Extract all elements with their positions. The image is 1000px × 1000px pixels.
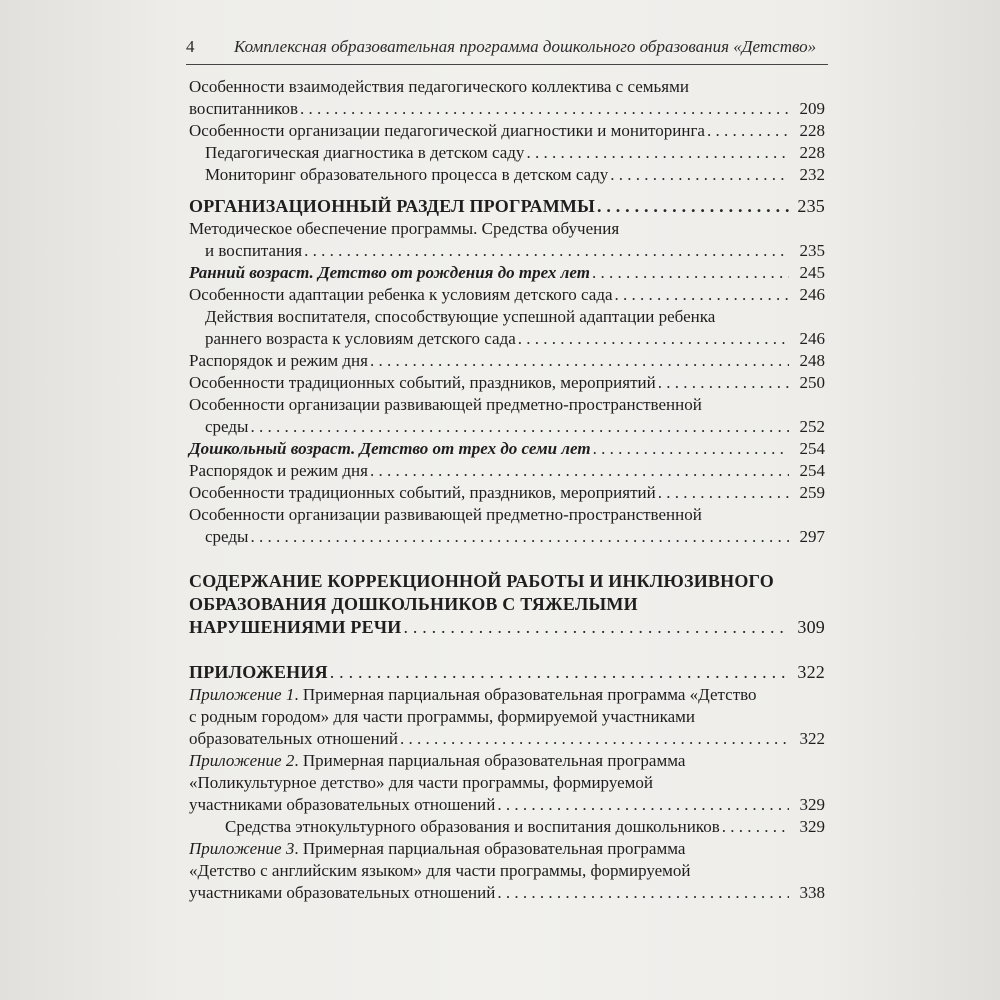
dot-leader: [593, 438, 789, 460]
dot-leader: [658, 482, 789, 504]
toc-entry[interactable]: [189, 394, 825, 438]
toc-subsection-title: Дошкольный возраст. Детство от трех до семи лет: [189, 439, 591, 458]
toc-entry-title: Особенности традиционных событий, праздников, мероприятий: [189, 373, 656, 392]
toc-section-title: ОРГАНИЗАЦИОННЫЙ РАЗДЕЛ ПРОГРАММЫ: [189, 196, 595, 216]
dot-leader: [610, 164, 789, 186]
appendix-label: Приложение 3: [189, 839, 295, 858]
toc-section-title: НАРУШЕНИЯМИ РЕЧИ: [189, 617, 402, 637]
dot-leader: [370, 350, 789, 372]
toc-page-number: 329: [799, 817, 825, 836]
toc-page-number: 228: [799, 143, 825, 162]
toc-entry-title: . Примерная парциальная образовательная программа «Детство: [294, 685, 757, 704]
toc-entry-title: и воспитания: [205, 241, 303, 260]
toc-page-number: 228: [799, 121, 825, 140]
toc-page-number: 259: [799, 483, 825, 502]
toc-entry-title: . Примерная парциальная образовательная программа: [294, 839, 686, 858]
dot-leader: [518, 328, 789, 350]
toc-subsection[interactable]: [189, 262, 825, 284]
dot-leader: [250, 416, 789, 438]
toc-page-number: 209: [799, 99, 825, 118]
toc-entry-title: Мониторинг образовательного процесса в детском саду: [205, 165, 609, 184]
toc-page-number: 252: [799, 417, 825, 436]
running-header: [186, 34, 828, 60]
toc-section-title: ПРИЛОЖЕНИЯ: [189, 662, 328, 682]
toc-entry[interactable]: [189, 460, 825, 482]
dot-leader: [304, 240, 789, 262]
toc-subentry[interactable]: [189, 306, 825, 350]
toc-entry-title: Особенности организации развивающей предметно-пространственной: [189, 505, 702, 524]
toc-page-number: 322: [799, 729, 825, 748]
toc-page-number: 248: [799, 351, 825, 370]
toc-entry[interactable]: [189, 372, 825, 394]
dot-leader: [497, 794, 789, 816]
toc-entry-title: Действия воспитателя, способствующие успешной адаптации ребенка: [205, 307, 716, 326]
toc-section-title: СОДЕРЖАНИЕ КОРРЕКЦИОННОЙ РАБОТЫ И ИНКЛЮЗИВНОГО: [189, 571, 774, 591]
toc-entry[interactable]: [189, 504, 825, 548]
toc-page-number: 338: [799, 883, 825, 902]
appendix-label: Приложение 1: [189, 685, 295, 704]
toc-page-number: 297: [799, 527, 825, 546]
toc-entry[interactable]: [189, 684, 825, 750]
dot-leader: [722, 816, 789, 838]
toc-entry[interactable]: [189, 120, 825, 142]
toc-entry-title: Методическое обеспечение программы. Средства обучения: [189, 219, 620, 238]
toc-page-number: 246: [799, 329, 825, 348]
toc-entry[interactable]: [189, 482, 825, 504]
toc-entry-title: Распорядок и режим дня: [189, 461, 368, 480]
dot-leader: [400, 728, 789, 750]
toc-section[interactable]: [189, 570, 825, 639]
toc-page-number: 245: [799, 263, 825, 282]
dot-leader: [707, 120, 789, 142]
toc-page-number: 329: [799, 795, 825, 814]
dot-leader: [592, 262, 789, 284]
toc-page-number: 235: [799, 241, 825, 260]
toc-entry-title: . Примерная парциальная образовательная программа: [294, 751, 686, 770]
dot-leader: [497, 882, 789, 904]
dot-leader: [597, 195, 789, 218]
dot-leader: [615, 284, 789, 306]
toc-entry-title: участниками образовательных отношений: [189, 795, 496, 814]
toc-entry-title: среды: [205, 417, 249, 436]
toc-entry-title: «Поликультурное детство» для части программы, формируемой: [189, 773, 654, 792]
toc-entry[interactable]: [189, 838, 825, 904]
toc-entry[interactable]: [189, 284, 825, 306]
dot-leader: [370, 460, 789, 482]
dot-leader: [300, 98, 789, 120]
running-title: Комплексная образовательная программа дошкольного образования «Детство»: [234, 37, 817, 56]
dot-leader: [250, 526, 789, 548]
toc-entry[interactable]: [189, 750, 825, 816]
toc-entry-title: «Детство с английским языком» для части программы, формируемой: [189, 861, 691, 880]
toc-page-number: 235: [797, 196, 825, 216]
header-rule: [186, 64, 828, 65]
toc-entry-title: Особенности организации развивающей предметно-пространственной: [189, 395, 702, 414]
toc-subsection-title: Ранний возраст. Детство от рождения до трех лет: [189, 263, 590, 282]
toc-entry[interactable]: [189, 218, 825, 262]
toc-entry-title: Средства этнокультурного образования и воспитания дошкольников: [225, 817, 720, 836]
toc-entry-title: участниками образовательных отношений: [189, 883, 496, 902]
toc-entry-title: среды: [205, 527, 249, 546]
dot-leader: [526, 142, 789, 164]
toc-entry-title: образовательных отношений: [189, 729, 398, 748]
table-of-contents: [189, 76, 825, 904]
toc-page-number: 232: [799, 165, 825, 184]
toc-subsection[interactable]: [189, 438, 825, 460]
toc-section[interactable]: [189, 661, 825, 684]
toc-entry-title: с родным городом» для части программы, формируемой участниками: [189, 707, 696, 726]
toc-section[interactable]: [189, 195, 825, 218]
toc-entry-title: Особенности традиционных событий, праздников, мероприятий: [189, 483, 656, 502]
toc-subentry[interactable]: [189, 142, 825, 164]
toc-subentry[interactable]: [189, 164, 825, 186]
toc-page-number: 309: [797, 617, 825, 637]
toc-page-number: 254: [799, 439, 825, 458]
toc-entry-title: Особенности организации педагогической диагностики и мониторинга: [189, 121, 705, 140]
toc-page-number: 322: [797, 662, 825, 682]
toc-section-title: ОБРАЗОВАНИЯ ДОШКОЛЬНИКОВ С ТЯЖЕЛЫМИ: [189, 594, 638, 614]
toc-entry-title: Педагогическая диагностика в детском саду: [205, 143, 525, 162]
dot-leader: [658, 372, 789, 394]
toc-entry-title: Особенности взаимодействия педагогического коллектива с семьями: [189, 77, 689, 96]
appendix-label: Приложение 2: [189, 751, 295, 770]
toc-entry-title: воспитанников: [189, 99, 298, 118]
toc-entry-title: Особенности адаптации ребенка к условиям детского сада: [189, 285, 613, 304]
toc-page-number: 246: [799, 285, 825, 304]
toc-entry-title: раннего возраста к условиям детского сада: [205, 329, 516, 348]
toc-subentry[interactable]: [189, 816, 825, 838]
toc-entry[interactable]: [189, 350, 825, 372]
page-number: 4: [186, 37, 195, 56]
dot-leader: [403, 616, 789, 639]
dot-leader: [330, 661, 789, 684]
toc-page-number: 250: [799, 373, 825, 392]
toc-page-number: 254: [799, 461, 825, 480]
toc-entry[interactable]: [189, 76, 825, 120]
toc-entry-title: Распорядок и режим дня: [189, 351, 368, 370]
